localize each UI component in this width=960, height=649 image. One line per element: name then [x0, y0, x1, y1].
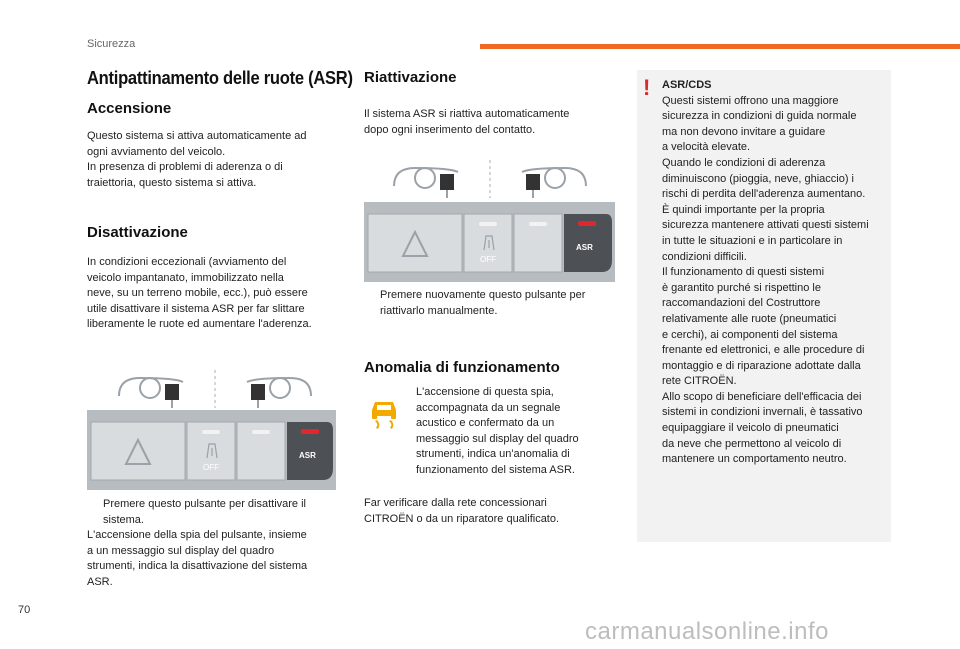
warning-line: sicurezza mantenere attivati questi sistemi: [662, 219, 869, 232]
text-line: ASR.: [87, 575, 113, 588]
text-line: Il sistema ASR si riattiva automaticamente: [364, 108, 570, 120]
text-line: L'accensione della spia del pulsante, insieme: [87, 529, 307, 542]
asr-button-panel-2: [364, 202, 615, 282]
header-accent-bar: [480, 44, 960, 49]
bullet-mark: [364, 288, 380, 319]
warning-title: ASR/CDS: [662, 79, 712, 91]
heading-anomalia: Anomalia di funzionamento: [364, 359, 560, 376]
off-label: OFF: [480, 255, 496, 264]
text-line: sistema.: [103, 513, 144, 526]
warning-line: rischi di perdita dell'aderenza aumentano.: [662, 188, 866, 201]
warning-line: Questi sistemi offrono una maggiore: [662, 94, 839, 107]
text-line: neve, su un terreno mobile, ecc.), può essere: [87, 287, 308, 300]
text-line: Premere questo pulsante per disattivare il: [103, 498, 306, 510]
accensione-text: [87, 129, 337, 191]
anomalia-after-text: [364, 496, 616, 527]
warning-line: montaggio e di riparazione adottate dalla: [662, 359, 861, 372]
text-line: veicolo impantanato, immobilizzato nella: [87, 271, 284, 284]
warning-text: [662, 78, 888, 468]
bullet-mark: [87, 497, 103, 528]
asr-label: ASR: [576, 243, 593, 252]
section-tag: Sicurezza: [87, 38, 136, 50]
warning-line: Quando le condizioni di aderenza: [662, 156, 826, 169]
text-line: L'accensione di questa spia,: [416, 386, 554, 398]
warning-line: condizioni difficili.: [662, 250, 747, 263]
asr-label: ASR: [299, 451, 316, 460]
text-line: accompagnata da un segnale: [416, 401, 561, 414]
text-line: traiettoria, questo sistema si attiva.: [87, 176, 257, 189]
steering-switch-illustration-2: [390, 158, 590, 200]
text-line: In condizioni eccezionali (avviamento del: [87, 256, 287, 268]
warning-line: diminuiscono (pioggia, neve, ghiaccio) i: [662, 172, 854, 185]
warning-line: sistemi in condizioni invernali, è tassativo: [662, 406, 863, 419]
text-line: utile disattivare il sistema ASR per far slittare: [87, 302, 305, 315]
exclamation-icon: [643, 75, 653, 100]
steering-switch-illustration: [115, 368, 315, 410]
text-line: funzionamento del sistema ASR.: [416, 463, 575, 476]
heading-riattivazione: Riattivazione: [364, 69, 457, 86]
warning-line: sicurezza in condizioni di guida normale: [662, 110, 857, 123]
riattivazione-text: [364, 107, 614, 138]
warning-lines: [662, 94, 888, 468]
warning-line: a velocità elevate.: [662, 141, 751, 154]
disattivazione-text: [87, 255, 337, 333]
text-line: ogni avviamento del veicolo.: [87, 145, 226, 158]
warning-line: in tutte le situazioni e in particolare in: [662, 234, 843, 247]
asr-led: [578, 221, 596, 226]
heading-disattivazione: Disattivazione: [87, 224, 188, 241]
warning-line: relativamente alle ruote (pneumatici: [662, 312, 837, 325]
warning-line: equipaggiare il veicolo di pneumatici: [662, 422, 839, 435]
disattivazione-bullet: [87, 497, 339, 591]
warning-line: frenante ed elettronici, e alle procedure di: [662, 344, 865, 357]
warning-line: È quindi importante per la propria: [662, 203, 825, 216]
warning-line: ma non devono invitare a guidare: [662, 125, 826, 138]
page-title: Antipattinamento delle ruote (ASR): [87, 68, 353, 88]
warning-line: e cerchi), ai componenti del sistema: [662, 328, 838, 341]
warning-line: raccomandazioni del Costruttore: [662, 297, 821, 310]
heading-accensione: Accensione: [87, 100, 172, 117]
asr-button-panel-1: [87, 410, 336, 490]
text-line: strumenti, indica la disattivazione del sistema: [87, 560, 308, 573]
warning-line: mantenere un comportamento neutro.: [662, 453, 847, 466]
text-line: strumenti, indica un'anomalia di: [416, 448, 570, 461]
page-number: 70: [18, 604, 31, 616]
off-label: OFF: [203, 463, 219, 472]
text-line: messaggio sul display del quadro: [416, 432, 579, 445]
warning-line: da neve che permettono al veicolo di: [662, 437, 842, 450]
exclamation-mark: !: [643, 75, 651, 100]
text-line: Premere nuovamente questo pulsante per: [380, 289, 586, 301]
warning-line: è garantito purché si rispettino le: [662, 281, 821, 294]
riattivazione-bullet: [364, 288, 616, 319]
text-line: dopo ogni inserimento del contatto.: [364, 123, 536, 136]
text-line: Questo sistema si attiva automaticamente ad: [87, 130, 307, 142]
text-line: In presenza di problemi di aderenza o di: [87, 161, 283, 174]
text-line: CITROËN o da un riparatore qualificato.: [364, 512, 560, 525]
watermark: carmanualsonline.info: [585, 618, 829, 645]
text-line: riattivarlo manualmente.: [380, 304, 498, 317]
text-line: Far verificare dalla rete concessionari: [364, 497, 547, 509]
skid-warning-lamp-icon: [369, 398, 399, 430]
anomalia-text: [416, 385, 616, 479]
warning-line: Il funzionamento di questi sistemi: [662, 266, 825, 279]
warning-line: rete CITROËN.: [662, 375, 737, 388]
asr-led: [301, 429, 319, 434]
warning-line: Allo scopo di beneficiare dell'efficacia dei: [662, 390, 862, 403]
text-line: acustico e confermato da un: [416, 417, 555, 430]
text-line: a un messaggio sul display del quadro: [87, 544, 275, 557]
text-line: liberamente le ruote ed aumentare l'aderenza.: [87, 318, 312, 331]
